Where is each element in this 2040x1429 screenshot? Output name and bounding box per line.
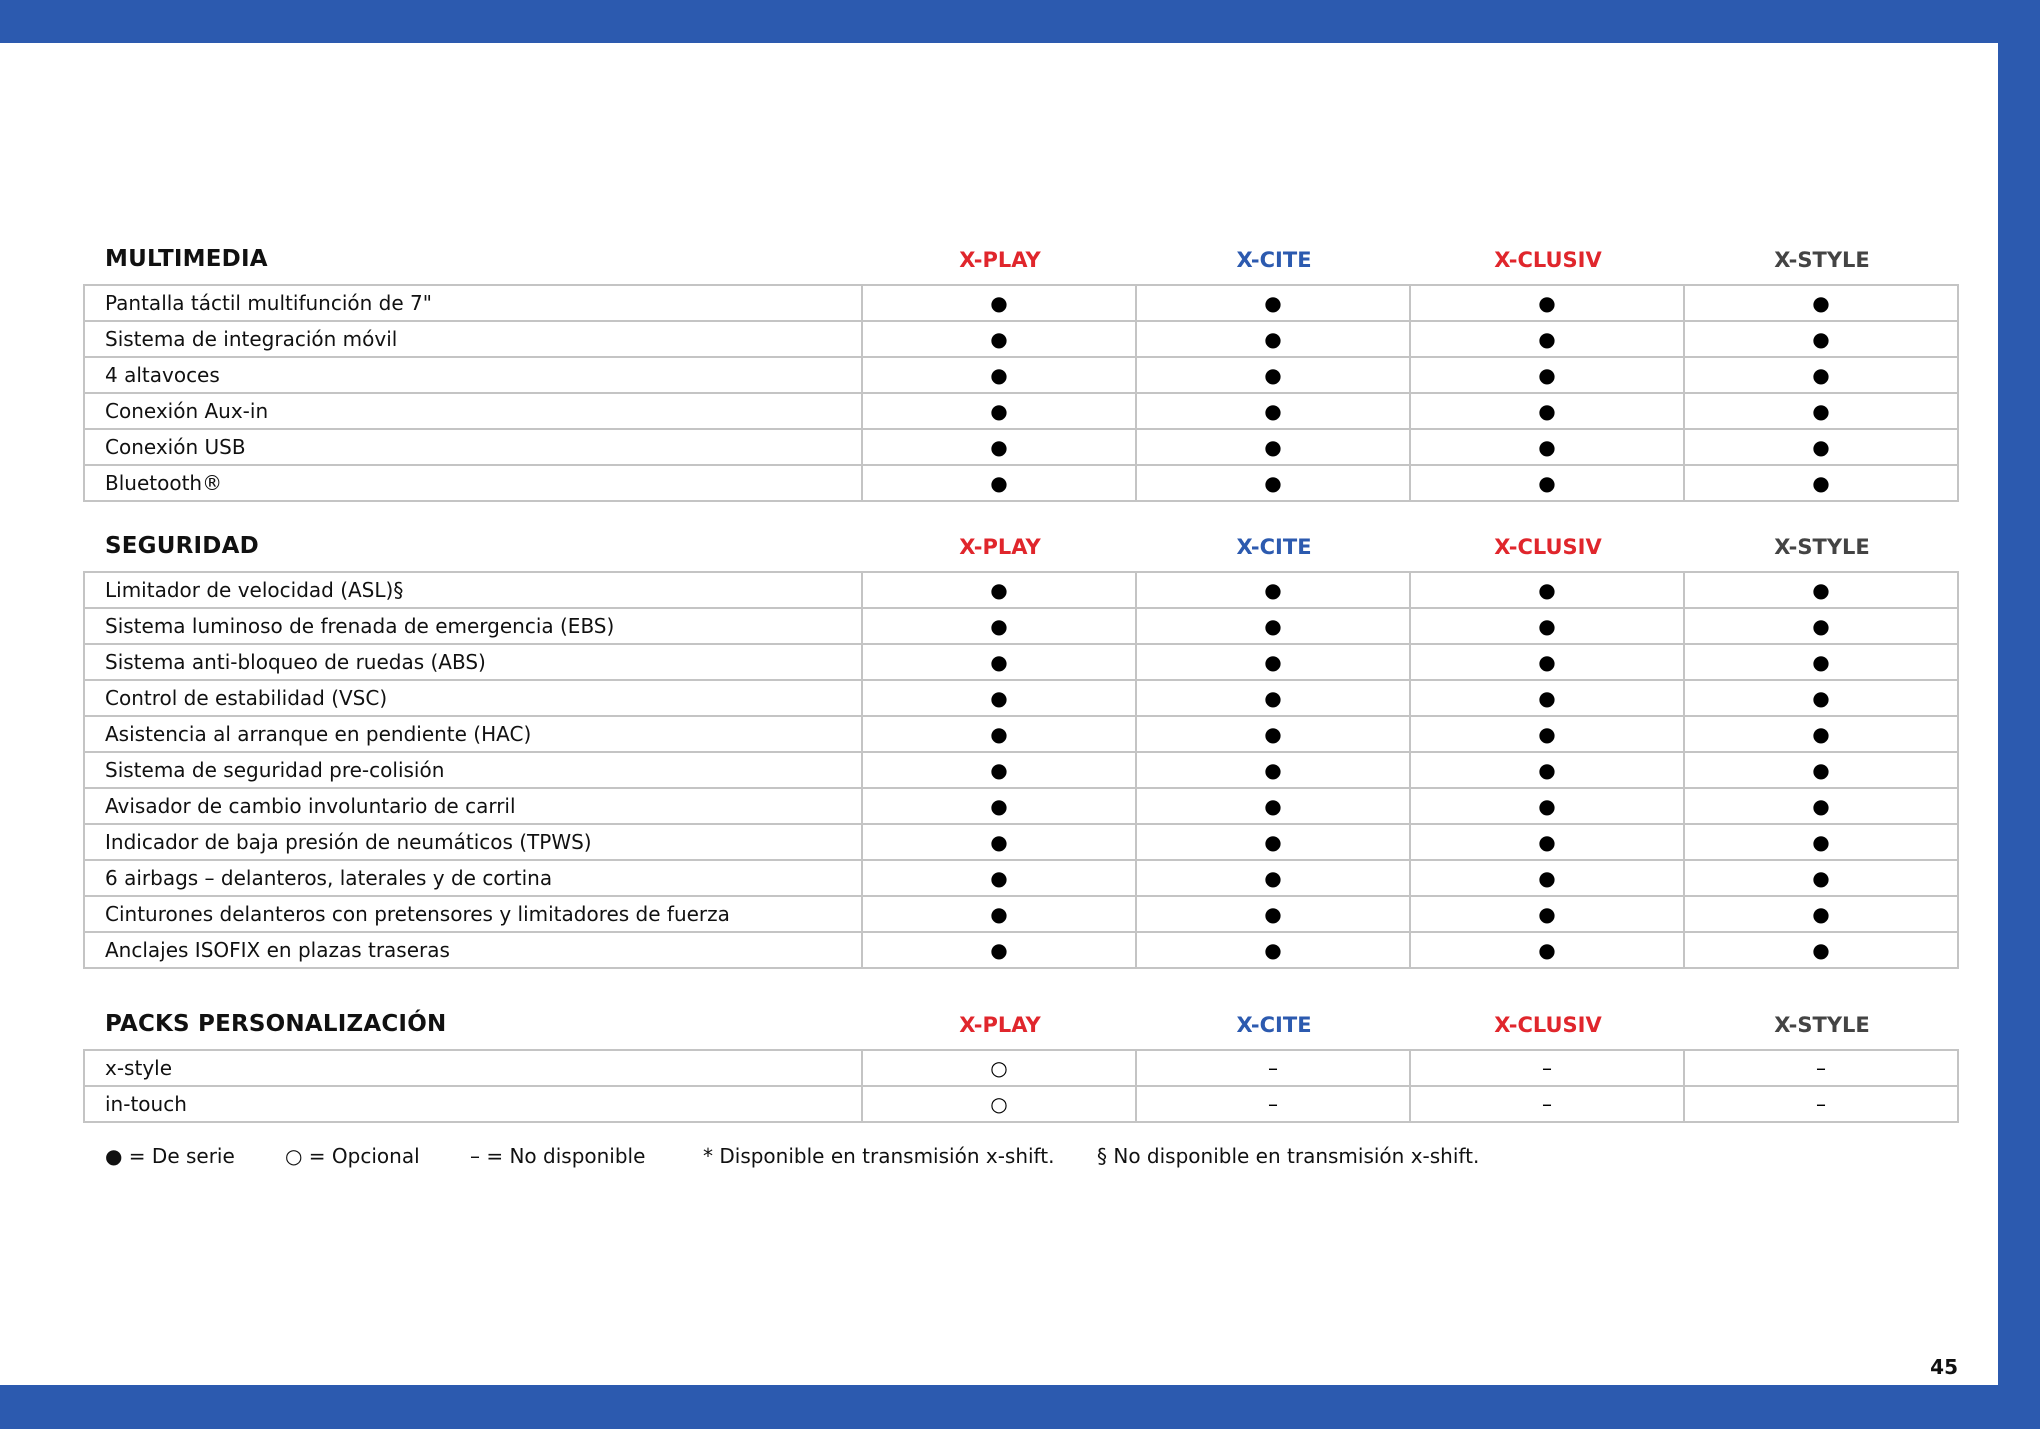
feature-label: in-touch	[84, 1086, 862, 1122]
feature-label: Pantalla táctil multifunción de 7"	[84, 285, 862, 321]
value-cell: ●	[1684, 896, 1958, 932]
value-cell: ●	[1684, 285, 1958, 321]
value-cell: ●	[1410, 608, 1684, 644]
col-x-play: X-PLAY	[959, 1013, 1041, 1037]
feature-label: Bluetooth®	[84, 465, 862, 501]
value-cell: ●	[1410, 572, 1684, 608]
value-cell: ●	[1136, 572, 1410, 608]
value-cell: ●	[862, 285, 1136, 321]
table-row	[84, 285, 1958, 321]
value-cell: ●	[1684, 321, 1958, 357]
value-cell: ●	[862, 896, 1136, 932]
value-cell: ●	[862, 321, 1136, 357]
value-cell: ●	[1684, 860, 1958, 896]
page	[0, 43, 1998, 1385]
col-x-play: X-PLAY	[959, 248, 1041, 272]
table-row	[84, 608, 1958, 644]
value-cell: ●	[862, 572, 1136, 608]
value-cell: ●	[1136, 285, 1410, 321]
section-multimedia	[83, 220, 1957, 502]
value-cell: ●	[1684, 716, 1958, 752]
table-row	[84, 393, 1958, 429]
col-x-clusiv: X-CLUSIV	[1494, 1013, 1602, 1037]
table-row	[84, 860, 1958, 896]
value-cell: –	[1410, 1086, 1684, 1122]
value-cell: ●	[1136, 465, 1410, 501]
value-cell: ●	[1684, 357, 1958, 393]
value-cell: ●	[1410, 465, 1684, 501]
value-cell: ●	[1410, 788, 1684, 824]
section-title: PACKS PERSONALIZACIÓN	[105, 1011, 447, 1037]
value-cell: ●	[1684, 608, 1958, 644]
value-cell: ●	[1684, 788, 1958, 824]
table-row	[84, 716, 1958, 752]
feature-label: Sistema de integración móvil	[84, 321, 862, 357]
feature-label: Sistema anti-bloqueo de ruedas (ABS)	[84, 644, 862, 680]
section-seguridad	[83, 507, 1957, 969]
col-x-cite: X-CITE	[1236, 1013, 1312, 1037]
feature-label: Sistema de seguridad pre-colisión	[84, 752, 862, 788]
value-cell: ●	[1136, 932, 1410, 968]
value-cell: ●	[862, 357, 1136, 393]
section-header	[83, 220, 1957, 284]
value-cell: ●	[1136, 788, 1410, 824]
value-cell: ●	[1684, 393, 1958, 429]
feature-label: Limitador de velocidad (ASL)§	[84, 572, 862, 608]
value-cell: ●	[1684, 465, 1958, 501]
feature-label: Sistema luminoso de frenada de emergencia (EBS)	[84, 608, 862, 644]
value-cell: ●	[1684, 680, 1958, 716]
value-cell: ●	[862, 429, 1136, 465]
value-cell: ●	[1410, 644, 1684, 680]
table-row	[84, 680, 1958, 716]
value-cell: ●	[1136, 608, 1410, 644]
feature-label: Conexión Aux-in	[84, 393, 862, 429]
value-cell: ○	[862, 1050, 1136, 1086]
value-cell: –	[1684, 1086, 1958, 1122]
feature-label: Asistencia al arranque en pendiente (HAC)	[84, 716, 862, 752]
table-row	[84, 644, 1958, 680]
value-cell: ●	[1136, 321, 1410, 357]
value-cell: ●	[1410, 285, 1684, 321]
table-row	[84, 1086, 1958, 1122]
table-row	[84, 572, 1958, 608]
value-cell: ●	[1410, 716, 1684, 752]
value-cell: ●	[1410, 357, 1684, 393]
section-header	[83, 507, 1957, 571]
table-row	[84, 788, 1958, 824]
table-row	[84, 429, 1958, 465]
legend-standard: ● = De serie	[105, 1144, 235, 1168]
value-cell: ●	[1410, 680, 1684, 716]
value-cell: ●	[1136, 824, 1410, 860]
value-cell: ●	[1684, 572, 1958, 608]
feature-label: Anclajes ISOFIX en plazas traseras	[84, 932, 862, 968]
section-header	[83, 985, 1957, 1049]
table-row	[84, 465, 1958, 501]
value-cell: ●	[862, 465, 1136, 501]
value-cell: ●	[1410, 429, 1684, 465]
col-x-cite: X-CITE	[1236, 248, 1312, 272]
table-row	[84, 357, 1958, 393]
value-cell: ●	[1136, 896, 1410, 932]
value-cell: ●	[1684, 824, 1958, 860]
col-x-style: X-STYLE	[1774, 248, 1870, 272]
value-cell: ●	[1410, 752, 1684, 788]
feature-label: Conexión USB	[84, 429, 862, 465]
value-cell: ●	[1410, 860, 1684, 896]
value-cell: ●	[862, 932, 1136, 968]
col-x-style: X-STYLE	[1774, 535, 1870, 559]
value-cell: ●	[1684, 932, 1958, 968]
table-row	[84, 1050, 1958, 1086]
value-cell: ●	[1410, 896, 1684, 932]
page-number: 45	[1930, 1355, 1958, 1379]
spec-table	[83, 1049, 1959, 1123]
section-title: MULTIMEDIA	[105, 246, 268, 272]
spec-table	[83, 571, 1959, 969]
legend-optional: ○ = Opcional	[285, 1144, 420, 1168]
value-cell: ●	[862, 860, 1136, 896]
value-cell: –	[1410, 1050, 1684, 1086]
col-x-style: X-STYLE	[1774, 1013, 1870, 1037]
value-cell: ●	[1136, 644, 1410, 680]
note-section: § No disponible en transmisión x-shift.	[1097, 1144, 1480, 1168]
value-cell: ●	[1136, 716, 1410, 752]
value-cell: ●	[1684, 429, 1958, 465]
value-cell: ●	[862, 393, 1136, 429]
table-row	[84, 824, 1958, 860]
value-cell: ●	[1136, 429, 1410, 465]
col-x-clusiv: X-CLUSIV	[1494, 248, 1602, 272]
feature-label: 4 altavoces	[84, 357, 862, 393]
value-cell: –	[1684, 1050, 1958, 1086]
value-cell: ●	[1136, 752, 1410, 788]
value-cell: ○	[862, 1086, 1136, 1122]
feature-label: x-style	[84, 1050, 862, 1086]
value-cell: ●	[862, 824, 1136, 860]
value-cell: –	[1136, 1050, 1410, 1086]
value-cell: ●	[862, 716, 1136, 752]
section-title: SEGURIDAD	[105, 533, 259, 559]
value-cell: ●	[862, 644, 1136, 680]
legend	[105, 1144, 1957, 1174]
value-cell: ●	[1410, 932, 1684, 968]
table-row	[84, 321, 1958, 357]
value-cell: ●	[862, 788, 1136, 824]
col-x-cite: X-CITE	[1236, 535, 1312, 559]
value-cell: ●	[862, 608, 1136, 644]
value-cell: ●	[1136, 680, 1410, 716]
col-x-play: X-PLAY	[959, 535, 1041, 559]
value-cell: –	[1136, 1086, 1410, 1122]
feature-label: Avisador de cambio involuntario de carril	[84, 788, 862, 824]
col-x-clusiv: X-CLUSIV	[1494, 535, 1602, 559]
value-cell: ●	[1136, 860, 1410, 896]
table-row	[84, 932, 1958, 968]
value-cell: ●	[1410, 321, 1684, 357]
feature-label: Control de estabilidad (VSC)	[84, 680, 862, 716]
value-cell: ●	[1410, 824, 1684, 860]
note-asterisk: * Disponible en transmisión x-shift.	[703, 1144, 1055, 1168]
table-row	[84, 752, 1958, 788]
section-packs	[83, 985, 1957, 1123]
value-cell: ●	[1684, 752, 1958, 788]
spec-table	[83, 284, 1959, 502]
value-cell: ●	[1410, 393, 1684, 429]
legend-not-available: – = No disponible	[470, 1144, 646, 1168]
value-cell: ●	[862, 680, 1136, 716]
feature-label: Cinturones delanteros con pretensores y limitadores de fuerza	[84, 896, 862, 932]
value-cell: ●	[1684, 644, 1958, 680]
value-cell: ●	[1136, 357, 1410, 393]
value-cell: ●	[862, 752, 1136, 788]
value-cell: ●	[1136, 393, 1410, 429]
feature-label: 6 airbags – delanteros, laterales y de cortina	[84, 860, 862, 896]
table-row	[84, 896, 1958, 932]
feature-label: Indicador de baja presión de neumáticos (TPWS)	[84, 824, 862, 860]
